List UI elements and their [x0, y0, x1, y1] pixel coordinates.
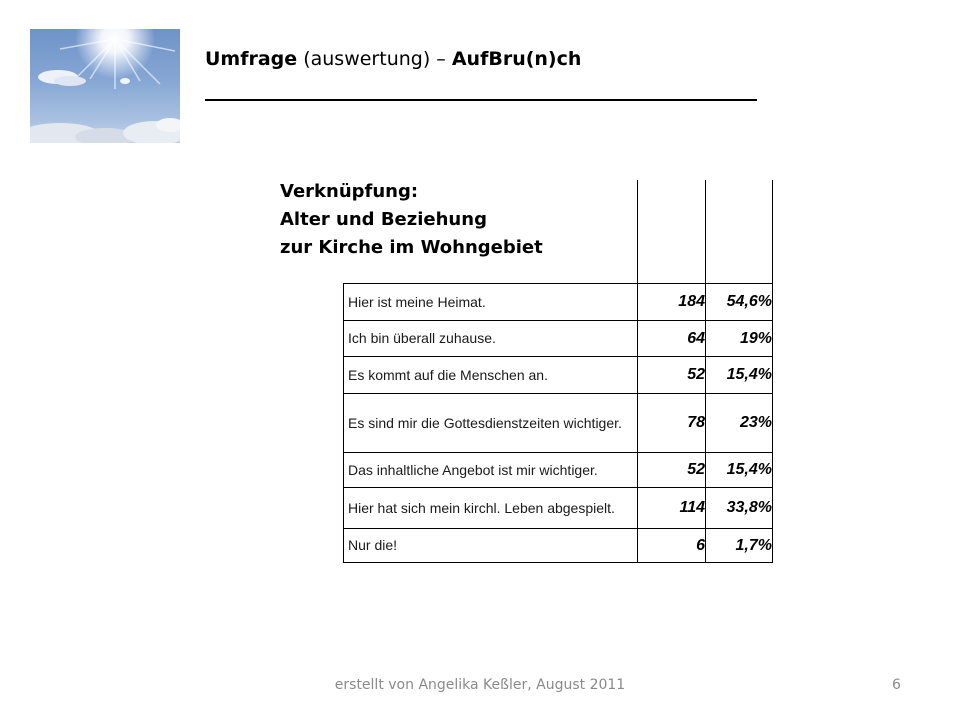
- row-count: 6: [638, 529, 706, 563]
- column-divider-upper-2: [705, 180, 706, 284]
- row-percent: 1,7%: [706, 529, 773, 563]
- row-percent: 33,8%: [706, 488, 773, 529]
- row-percent: 15,4%: [706, 453, 773, 488]
- sun-clouds-image: [30, 29, 180, 143]
- survey-table: [343, 283, 773, 563]
- row-count: 184: [638, 284, 706, 321]
- sky-photo: [30, 29, 180, 143]
- row-percent: 15,4%: [706, 357, 773, 394]
- row-count: 114: [638, 488, 706, 529]
- heading-line-3: zur Kirche im Wohngebiet: [280, 237, 543, 258]
- title-bold-umfrage: Umfrage: [205, 48, 298, 70]
- page-title: [205, 48, 581, 70]
- heading-line-1: Verknüpfung:: [280, 181, 419, 202]
- row-percent: 54,6%: [706, 284, 773, 321]
- table-row: [344, 529, 773, 563]
- footer-credit: erstellt von Angelika Keßler, August 2011: [334, 677, 626, 693]
- row-label: Hier hat sich mein kirchl. Leben abgespielt.: [344, 488, 638, 529]
- row-label: Es kommt auf die Menschen an.: [344, 357, 638, 394]
- table-row: [344, 284, 773, 321]
- column-divider-upper-3: [772, 180, 773, 284]
- table-row: [344, 321, 773, 357]
- heading-line-2: Alter und Beziehung: [280, 209, 487, 230]
- table-row: [344, 488, 773, 529]
- row-percent: 19%: [706, 321, 773, 357]
- table-row: [344, 357, 773, 394]
- row-label: Das inhaltliche Angebot ist mir wichtiger.: [344, 453, 638, 488]
- row-count: 52: [638, 357, 706, 394]
- title-bold-aufbrunch: AufBru(n)ch: [451, 48, 582, 70]
- page-number: 6: [892, 677, 901, 693]
- column-divider-upper-1: [637, 180, 638, 284]
- row-label: Nur die!: [344, 529, 638, 563]
- title-underline: [205, 99, 757, 101]
- row-count: 78: [638, 394, 706, 453]
- title-regular: (auswertung) –: [297, 48, 452, 70]
- table-row: [344, 394, 773, 453]
- table-row: [344, 453, 773, 488]
- row-label: Es sind mir die Gottesdienstzeiten wichtiger.: [344, 394, 638, 453]
- row-percent: 23%: [706, 394, 773, 453]
- row-count: 64: [638, 321, 706, 357]
- table-heading: [280, 178, 543, 262]
- row-label: Ich bin überall zuhause.: [344, 321, 638, 357]
- row-label: Hier ist meine Heimat.: [344, 284, 638, 321]
- row-count: 52: [638, 453, 706, 488]
